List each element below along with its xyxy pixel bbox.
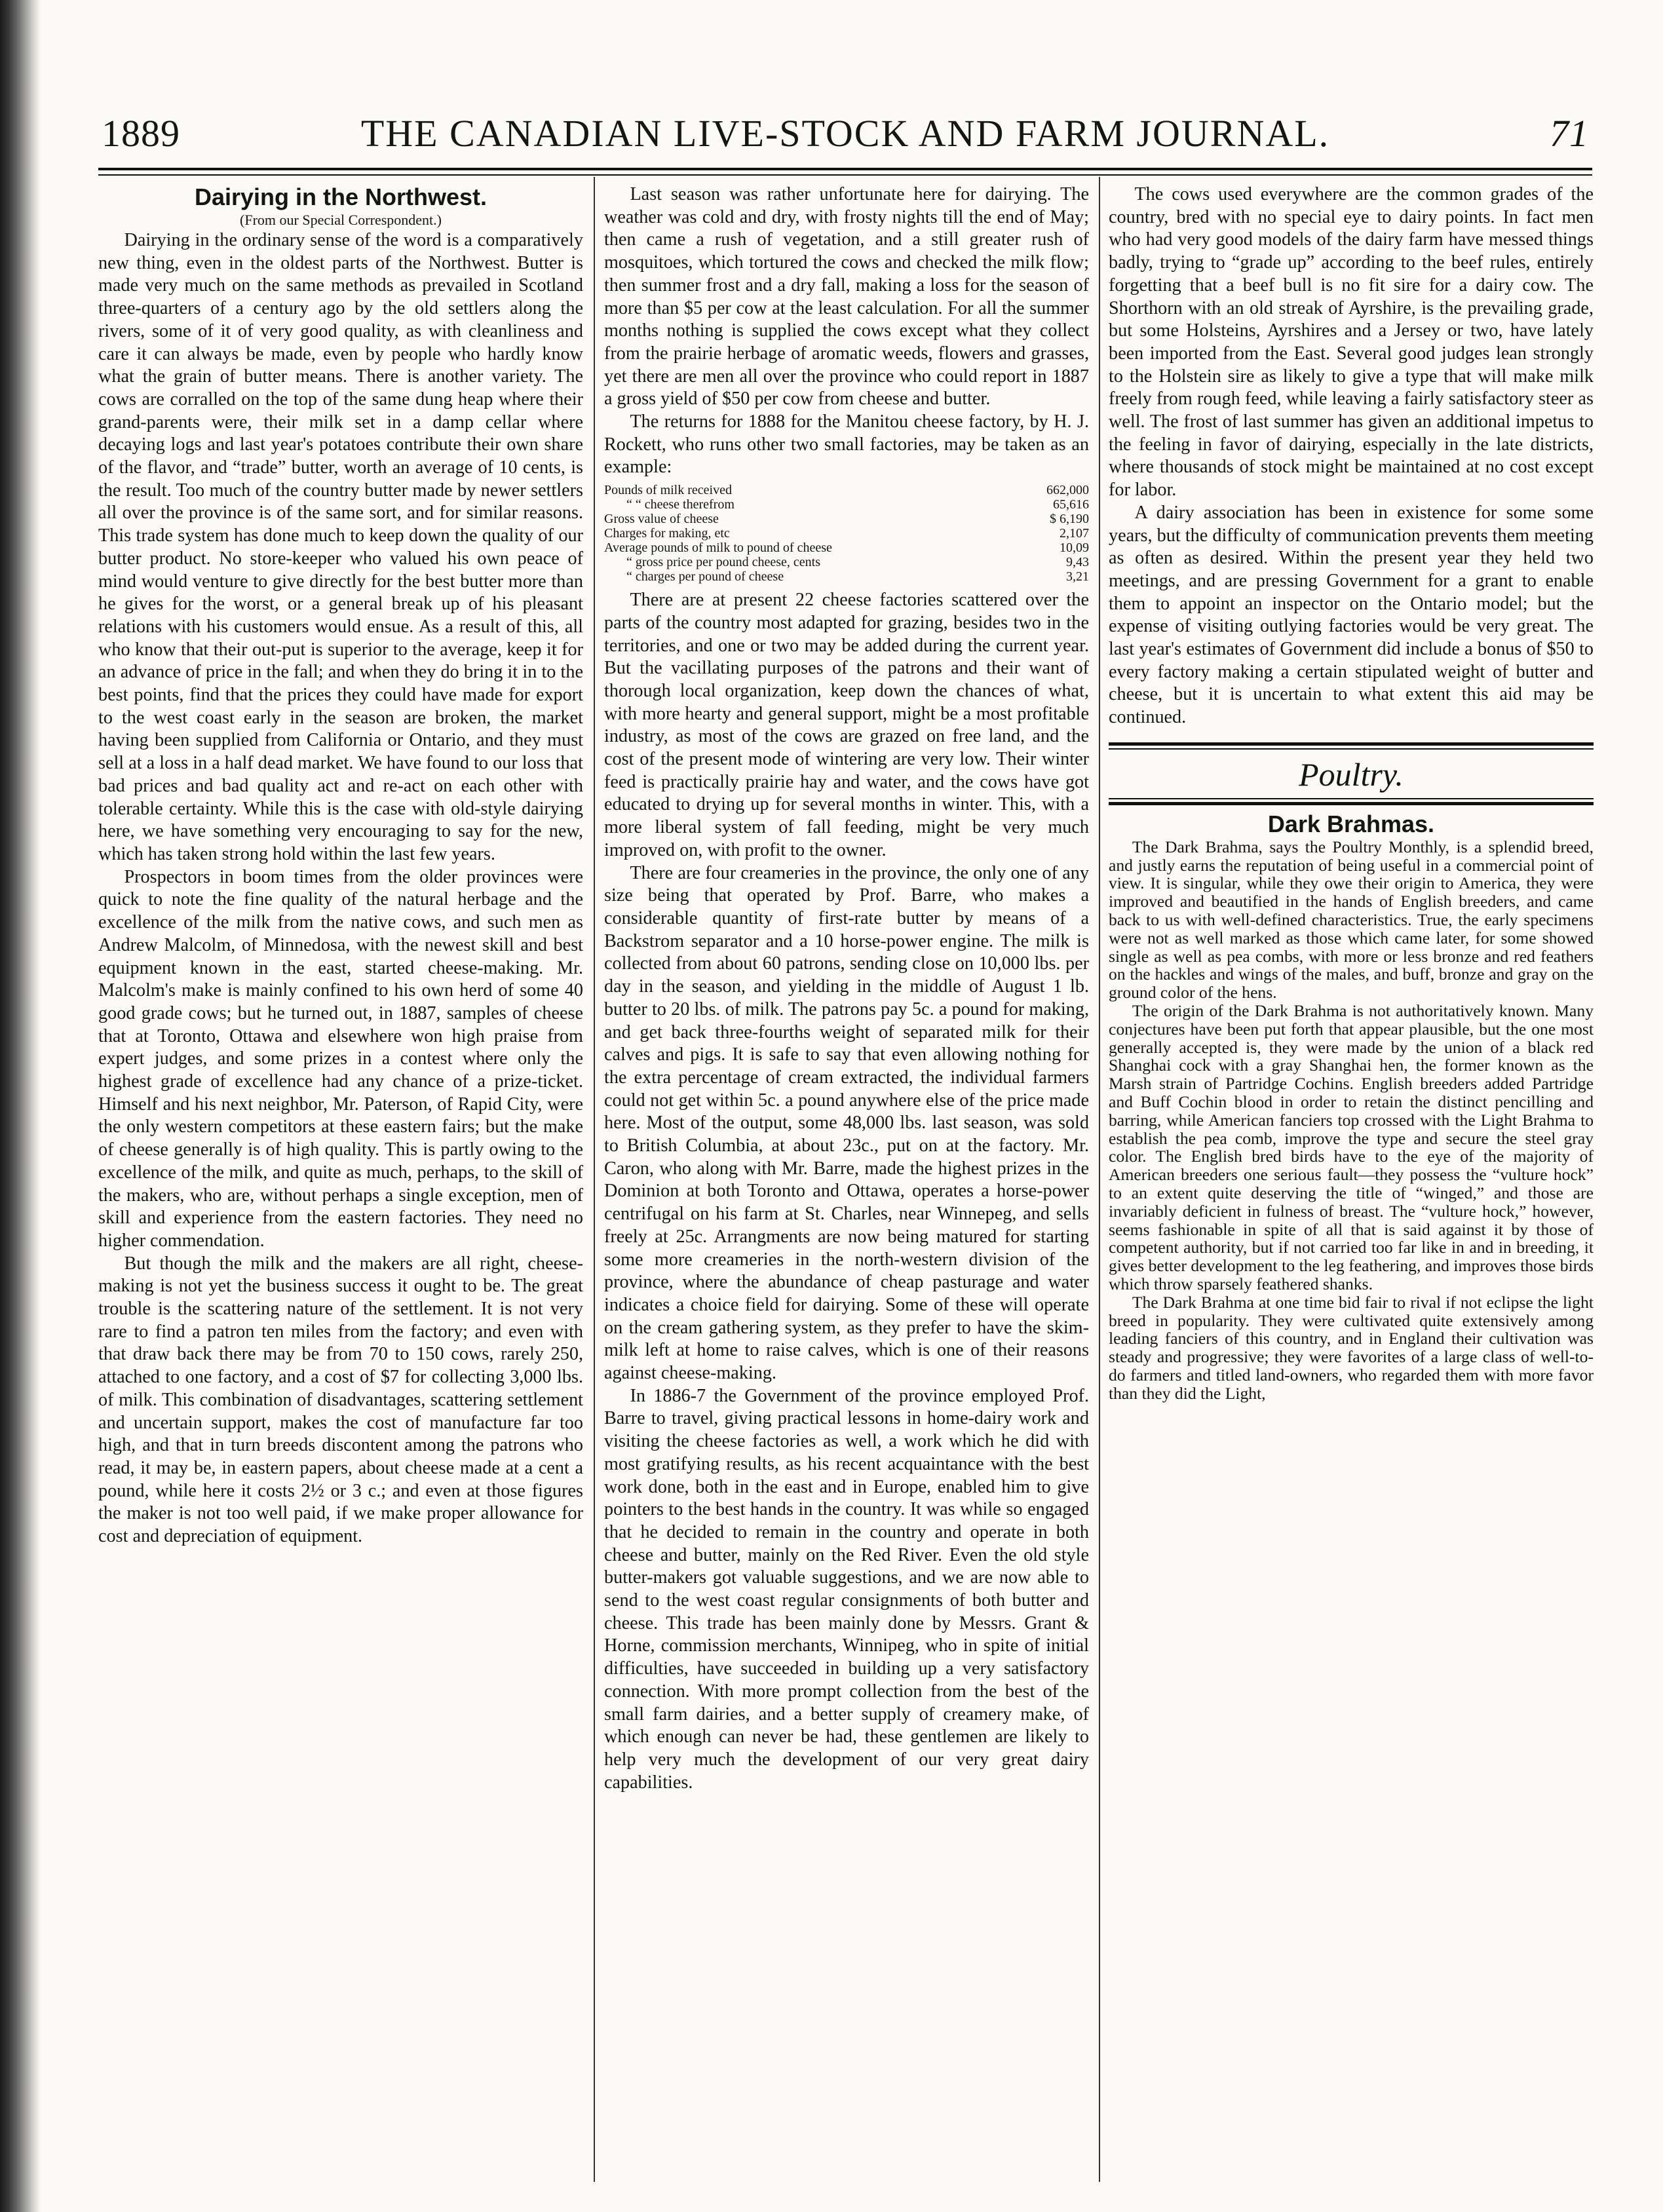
stats-row bbox=[604, 555, 1089, 569]
journal-title: THE CANADIAN LIVE-STOCK AND FARM JOURNAL. bbox=[360, 112, 1330, 155]
stats-label: “ “ cheese therefrom bbox=[626, 497, 735, 512]
stats-label: Average pounds of milk to pound of cheese bbox=[604, 541, 832, 556]
paragraph: Last season was rather unfortunate here for dairying. The weather was cold and dry, with frosty nights till the end of May; then came a rush of vegetation, and a still greater rush of mosquitoes, which tortured the cows and checked the milk flow; then summer frost and a dry fall, making a loss for the season of more than $5 per cow at the least calculation. For all the summer months nothing is supplied the cows except what they collect from the prairie herbage of aromatic weeds, flowers and grasses, yet there are men all over the province who could report in 1887 a gross yield of $50 per cow from cheese and butter. bbox=[604, 184, 1089, 410]
section-rule-thin bbox=[1109, 798, 1594, 799]
stats-value: $ 6,190 bbox=[1050, 512, 1089, 527]
binding-edge bbox=[0, 0, 41, 2212]
paragraph: The Dark Brahma at one time bid fair to rival if not eclipse the light breed in popularity. They were cultivated quite extensively among leading fanciers of this country, and in England their cultivation was steady and progressive; they were favorites of a large class of well-to-do farmers and titled land-owners, who regarded them with more favor than they did the Light, bbox=[1109, 1292, 1594, 1403]
paragraph: There are four creameries in the province, the only one of any size being that operated by Prof. Barre, who makes a considerable quantity of first-rate butter by means of a Backstrom separator and a 10 horse-power engine. The milk is collected from about 60 patrons, sending close on 10,000 lbs. per day in the season, and yielding in the middle of August 1 lb. butter to 20 lbs. of milk. The patrons pay 5c. a pound for making, and get back three-fourths weight of separated milk for their calves and pigs. It is safe to say that even allowing nothing for the extra percentage of cream extracted, the individual farmers could not get within 5c. a pound anywhere else of the price made here. Most of the output, some 48,000 lbs. last season, was sold to British Columbia, at about 23c., put on at the factory. Mr. Caron, who along with Mr. Barre, made the highest prizes in the Dominion at both Toronto and Ottawa, operates a horse-power centrifugal on his farm at St. Charles, near Winnepeg, and sells freely at 25c. Arrangments are now being matured for starting some more creameries in the north-western division of the province, where the abundance of cheap pasturage and water indicates a choice field for dairying. Some of these will operate on the cream gathering system, as they prefer to have the skim-milk left at home to raise calves, which is one of their reasons against cheese-making. bbox=[604, 862, 1089, 1384]
page-header bbox=[102, 111, 1589, 164]
page-number: 71 bbox=[1550, 112, 1589, 155]
stats-value: 10,09 bbox=[1060, 541, 1089, 556]
paragraph: But though the milk and the makers are all right, cheese-making is not yet the business success it ought to be. The great trouble is the scattering nature of the settlement. It is not very rare to find a patron ten miles from the factory; and even with that draw back there may be from 70 to 150 cows, rarely 250, attached to one factory, and a cost of $7 for collecting 3,000 lbs. of milk. This combination of disadvantages, scattering settlement and uncertain support, makes the cost of manufacture far too high, and that in turn breeds discontent among the patrons who read, it may be, in eastern papers, about cheese made at a cent a pound, while here it costs 2½ or 3 c.; and even at those figures the maker is not too well paid, if we make proper allowance for cost and depreciation of equipment. bbox=[98, 1253, 583, 1547]
stats-value: 65,616 bbox=[1053, 497, 1089, 512]
section-rule bbox=[1109, 802, 1594, 805]
stats-value: 2,107 bbox=[1060, 526, 1089, 541]
paragraph: A dairy association has been in existence for some some years, but the difficulty of communication prevents them meeting as often as desired. Within the present year they held two meetings, and are pressing Government for a grant to enable them to appoint an inspector on the Ontario model; but the expense of visiting outlying factories would be very great. The last year's estimates of Government did include a bonus of $50 to every factory making a certain stipulated weight of butter and cheese, but it is uncertain to what extent this aid may be continued. bbox=[1109, 502, 1594, 728]
article-title: Dark Brahmas. bbox=[1267, 810, 1435, 837]
stats-row bbox=[604, 526, 1089, 541]
paragraph: In 1886-7 the Government of the province employed Prof. Barre to travel, giving practical lessons in home-dairy work and visiting the cheese factories as well, a work which he did with most gratifying results, as his recent acquaintance with the best work done, both in the east and in Europe, enabled him to give pointers to the best hands in the country. It was while so engaged that he decided to remain in the country and operate in both cheese and butter, mainly on the Red River. Even the old style butter-makers got valuable suggestions, and we are now able to send to the west coast regular consignments of both butter and cheese. This trade has been mainly done by Messrs. Grant & Horne, commission merchants, Winnipeg, who in spite of initial difficulties, have succeeded in building up a very satisfactory connection. With more prompt collection from the best of the small farm dairies, and a better supply of creamery make, of which enough can never be had, these gentlemen are likely to help very much the development of our very great dairy capabilities. bbox=[604, 1385, 1089, 1793]
article-byline: (From our Special Correspondent.) bbox=[240, 212, 442, 228]
section-title: Poultry. bbox=[1299, 755, 1404, 793]
column-1 bbox=[98, 183, 583, 2175]
stats-value: 662,000 bbox=[1046, 483, 1089, 498]
column-2 bbox=[604, 183, 1089, 2175]
paragraph: The Dark Brahma, says the Poultry Monthly, is a splendid breed, and justly earns the reputation of being useful in a commercial point of view. It is singular, while they owe their origin to America, they were improved and beautified in the hands of English breeders, and came back to us with well-defined characteristics. True, the early specimens were not as well marked as those which came later, for some showed single as well as pea combs, with more or less bronze and red feathers on the hackles and wings of the males, and buff, bronze and gray on the ground color of the hens. bbox=[1109, 837, 1594, 1002]
stats-label: “ gross price per pound cheese, cents bbox=[626, 555, 820, 570]
stats-label: Charges for making, etc bbox=[604, 526, 730, 541]
stats-label: “ charges per pound of cheese bbox=[626, 569, 784, 584]
article-title: Dairying in the Northwest. bbox=[194, 183, 487, 210]
paragraph: Dairying in the ordinary sense of the word is a comparatively new thing, even in the oldest parts of the Northwest. Butter is made very much on the same methods as prevailed in Scotland three-quarters of a century ago by the old settlers along the rivers, some of it of very good quality, as with cleanliness and care it can always be made, even by people who hardly know what the grain of butter means. There is another variety. The cows are corralled on the top of the same dung heap where their grand-parents were, their milk set in a damp cellar where decaying logs and last year's potatoes contribute their own share of the flavor, and “trade” butter, worth an average of 10 cents, is the result. Too much of the country butter made by newer settlers all over the province is of the same sort, and for similar reasons. This trade system has done much to keep down the quality of our butter product. No store-keeper who valued his own peace of mind would venture to give directly for the best butter more than he gives for the worst, or a general break up of his pleasant relations with his customers would ensue. As a result of this, all who know that their out-put is superior to the average, keep it for an advance of price in the fall; and when they do bring it in to the best points, find that the prices they could have made for export to the west coast early in the season are broken, the market having been supplied from California or Ontario, and they must sell at a loss in a half dead market. We have found to our loss that bad prices and bad quality act and re-act on each other with tolerable certainty. While this is the case with old-style dairying here, we have something very encouraging to say for the new, which has taken strong hold within the last few years. bbox=[98, 230, 583, 864]
paragraph: The returns for 1888 for the Manitou cheese factory, by H. J. Rockett, who runs other two small factories, may be taken as an example: bbox=[604, 411, 1089, 478]
stats-row bbox=[604, 569, 1089, 584]
factory-returns-table bbox=[604, 483, 1089, 584]
column-3 bbox=[1109, 183, 1594, 2175]
header-rule-thin bbox=[98, 174, 1592, 176]
paragraph: There are at present 22 cheese factories scattered over the parts of the country most adapted for grazing, besides two in the territories, and one or two may be added during the current year. But the vacillating purposes of the patrons and their want of thorough local organization, keep down the chances of what, with more hearty and general support, might be a most profitable industry, as most of the cows are grazed on free land, and the cost of the present mode of wintering are very low. Their winter feed is practically prairie hay and water, and the cows have got educated to drying up for several months in winter. This, with a more liberal system of fall feeding, might be very much improved on, with profit to the owner. bbox=[604, 590, 1089, 860]
paragraph: Prospectors in boom times from the older provinces were quick to note the fine quality of the natural herbage and the excellence of the milk from the native cows, and such men as Andrew Malcolm, of Minnedosa, with the newest skill and best equipment known in the east, started cheese-making. Mr. Malcolm's make is mainly confined to his own herd of some 40 good grade cows; but he turned out, in 1887, samples of cheese that at Toronto, Ottawa and elsewhere won high praise from expert judges, and some prizes in a contest where only the highest grade of excellence had any chance of a prize-ticket. Himself and his next neighbor, Mr. Paterson, of Rapid City, were the only western competitors at these eastern fairs; but the make of cheese generally is of high quality. This is partly owing to the excellence of the milk, and quite as much, perhaps, to the skill of the makers, who are, without perhaps a single exception, men of skill and experience from the eastern factories. They need no higher commendation. bbox=[98, 866, 583, 1251]
section-rule-thin bbox=[1109, 748, 1594, 750]
header-year: 1889 bbox=[102, 112, 180, 155]
paragraph: The origin of the Dark Brahma is not authoritatively known. Many conjectures have been put forth that appear plausible, but the one most generally accepted is, they were made by the union of a black red Shanghai cock with a gray Shanghai hen, the former known as the Marsh strain of Partridge Cochins. English breeders added Partridge and Buff Cochin blood in order to retain the distinct pencilling and barring, while American fanciers top crossed with the Light Brahma to establish the pea comb, improve the type and secure the steel gray color. The English bred birds have to the eye of the majority of American breeders one serious fault—they possess the “vulture hock” to an extent quite deserving the title of “winged,” and those are invariably deficient in fulness of breast. The “vulture hock,” however, seems fashionable in spite of all that is said against it by those of competent authority, but if not carried too far like in and in breeding, it gives better development to the leg feathering, and improves those birds which throw sparsely feathered shanks. bbox=[1109, 1001, 1594, 1293]
stats-row bbox=[604, 541, 1089, 555]
stats-label: Pounds of milk received bbox=[604, 483, 732, 498]
paragraph: The cows used everywhere are the common grades of the country, bred with no special eye to dairy points. In fact men who had very good models of the dairy farm have messed things badly, trying to “grade up” according to the beef rules, entirely forgetting that a beef bull is no fit sire for a dairy cow. The Shorthorn with an old streak of Ayrshire, is the prevailing grade, but some Holsteins, Ayrshires and a Jersey or two, have lately been imported from the East. Several good judges lean strongly to the Holstein sire as likely to give a type that will make milk freely from rough feed, while leaving a fairly satisfactory steer as well. The frost of last summer has given an additional impetus to the feeling in favor of dairying, especially in the late districts, where thousands of stock might be maintained at no cost except for labor. bbox=[1109, 184, 1594, 501]
stats-row bbox=[604, 497, 1089, 512]
column-divider bbox=[1099, 177, 1100, 2182]
header-rule bbox=[98, 168, 1592, 170]
stats-row bbox=[604, 512, 1089, 526]
stats-label: Gross value of cheese bbox=[604, 512, 719, 527]
stats-value: 3,21 bbox=[1066, 569, 1089, 584]
stats-value: 9,43 bbox=[1066, 555, 1089, 570]
poultry-article-body bbox=[1109, 838, 1594, 1403]
poultry-section bbox=[1109, 742, 1594, 1403]
stats-row bbox=[604, 483, 1089, 497]
section-rule bbox=[1109, 742, 1594, 746]
column-divider bbox=[594, 177, 595, 2182]
